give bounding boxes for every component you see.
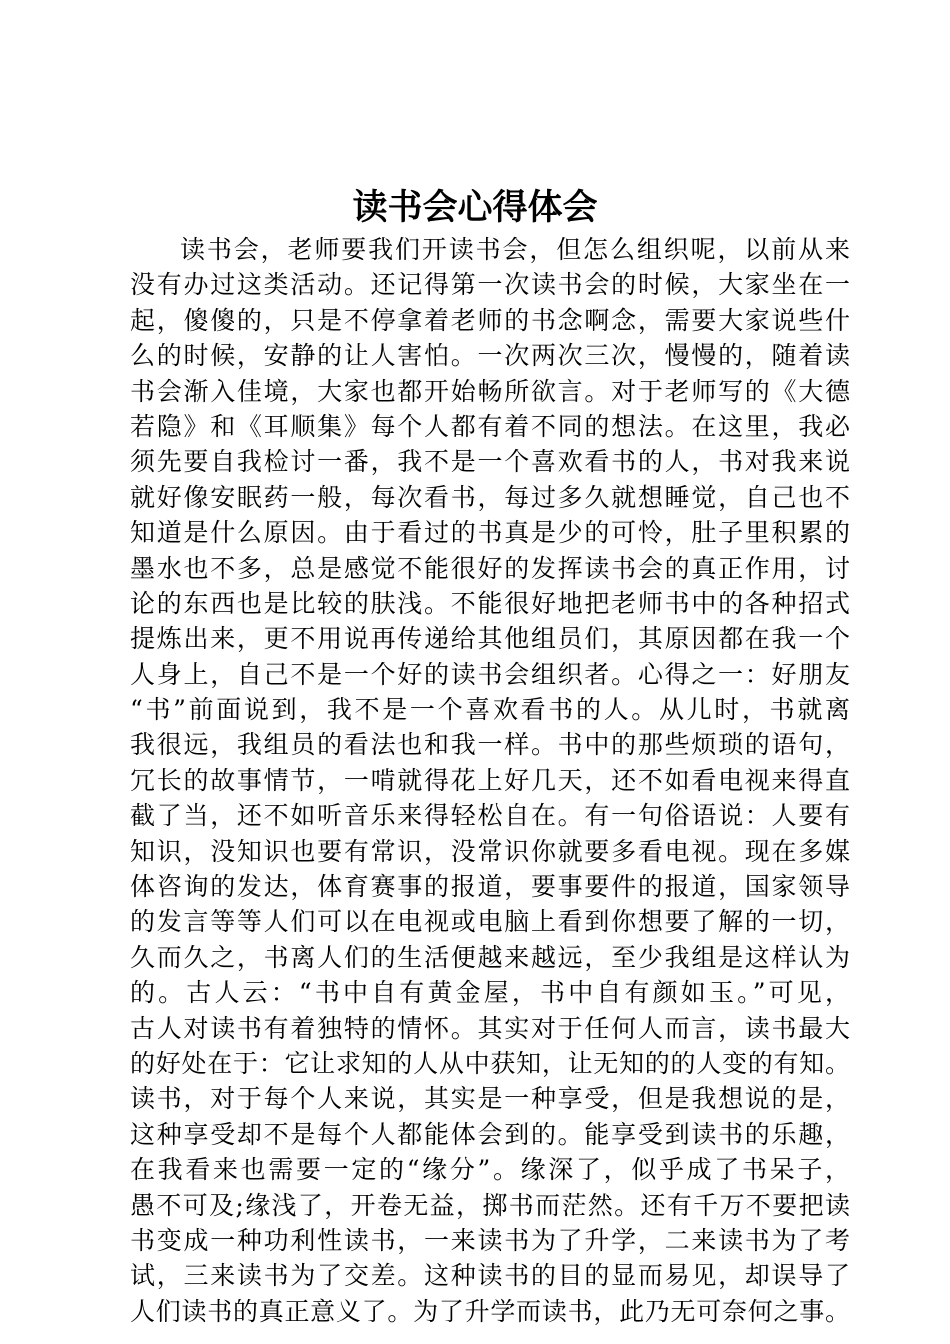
body-line: 体咨询的发达，体育赛事的报道，要事要件的报道，国家领导 [130, 872, 850, 902]
body-line: 的发言等等人们可以在电视或电脑上看到你想要了解的一切， [130, 907, 850, 937]
body-line: 读书会，老师要我们开读书会，但怎么组织呢，以前从来 [180, 235, 850, 264]
body-line: 读书，对于每个人来说，其实是一种享受，但是我想说的是， [130, 1084, 850, 1114]
document-body [130, 232, 850, 1329]
body-line: 墨水也不多，总是感觉不能很好的发挥读书会的真正作用，讨 [130, 553, 850, 583]
body-line: 这种享受却不是每个人都能体会到的。能享受到读书的乐趣， [130, 1119, 850, 1149]
body-line: 知识，没知识也要有常识，没常识你就要多看电视。现在多媒 [130, 836, 850, 866]
body-line: 人们读书的真正意义了。为了升学而读书，此乃无可奈何之事。 [130, 1296, 850, 1326]
body-line: 的。古人云：“书中自有黄金屋，书中自有颜如玉。”可见， [130, 978, 850, 1008]
body-line: 书变成一种功利性读书，一来读书为了升学，二来读书为了考 [130, 1225, 850, 1255]
body-line: “书”前面说到，我不是一个喜欢看书的人。从儿时，书就离 [130, 695, 850, 725]
body-line: 没有办过这类活动。还记得第一次读书会的时候，大家坐在一 [130, 270, 850, 300]
body-line: 试，三来读书为了交差。这种读书的目的显而易见，却误导了 [130, 1261, 850, 1291]
body-line: 愚不可及;缘浅了，开卷无益，掷书而茫然。还有千万不要把读 [130, 1190, 850, 1220]
body-line: 论的东西也是比较的肤浅。不能很好地把老师书中的各种招式 [130, 588, 850, 618]
body-line: 么的时候，安静的让人害怕。一次两次三次，慢慢的，随着读 [130, 341, 850, 371]
body-line: 须先要自我检讨一番，我不是一个喜欢看书的人，书对我来说 [130, 447, 850, 477]
body-line: 就好像安眠药一般，每次看书，每过多久就想睡觉，自己也不 [130, 482, 850, 512]
body-line: 的好处在于：它让求知的人从中获知，让无知的的人变的有知。 [130, 1048, 850, 1078]
body-line: 冗长的故事情节，一啃就得花上好几天，还不如看电视来得直 [130, 765, 850, 795]
body-line: 在我看来也需要一定的“缘分”。缘深了，似乎成了书呆子， [130, 1155, 850, 1185]
body-line: 我很远，我组员的看法也和我一样。书中的那些烦琐的语句， [130, 730, 850, 760]
body-line: 久而久之，书离人们的生活便越来越远，至少我组是这样认为 [130, 942, 850, 972]
body-line: 提炼出来，更不用说再传递给其他组员们，其原因都在我一个 [130, 624, 850, 654]
body-line: 若隐》和《耳顺集》每个人都有着不同的想法。在这里，我必 [130, 411, 850, 441]
body-line: 人身上，自己不是一个好的读书会组织者。心得之一：好朋友 [130, 659, 850, 689]
body-line: 古人对读书有着独特的情怀。其实对于任何人而言，读书最大 [130, 1013, 850, 1043]
body-line: 知道是什么原因。由于看过的书真是少的可怜，肚子里积累的 [130, 518, 850, 548]
document-title: 读书会心得体会 [352, 187, 598, 228]
body-line: 截了当，还不如听音乐来得轻松自在。有一句俗语说：人要有 [130, 801, 850, 831]
body-line: 起，傻傻的，只是不停拿着老师的书念啊念，需要大家说些什 [130, 305, 850, 335]
body-line: 书会渐入佳境，大家也都开始畅所欲言。对于老师写的《大德 [130, 376, 850, 406]
